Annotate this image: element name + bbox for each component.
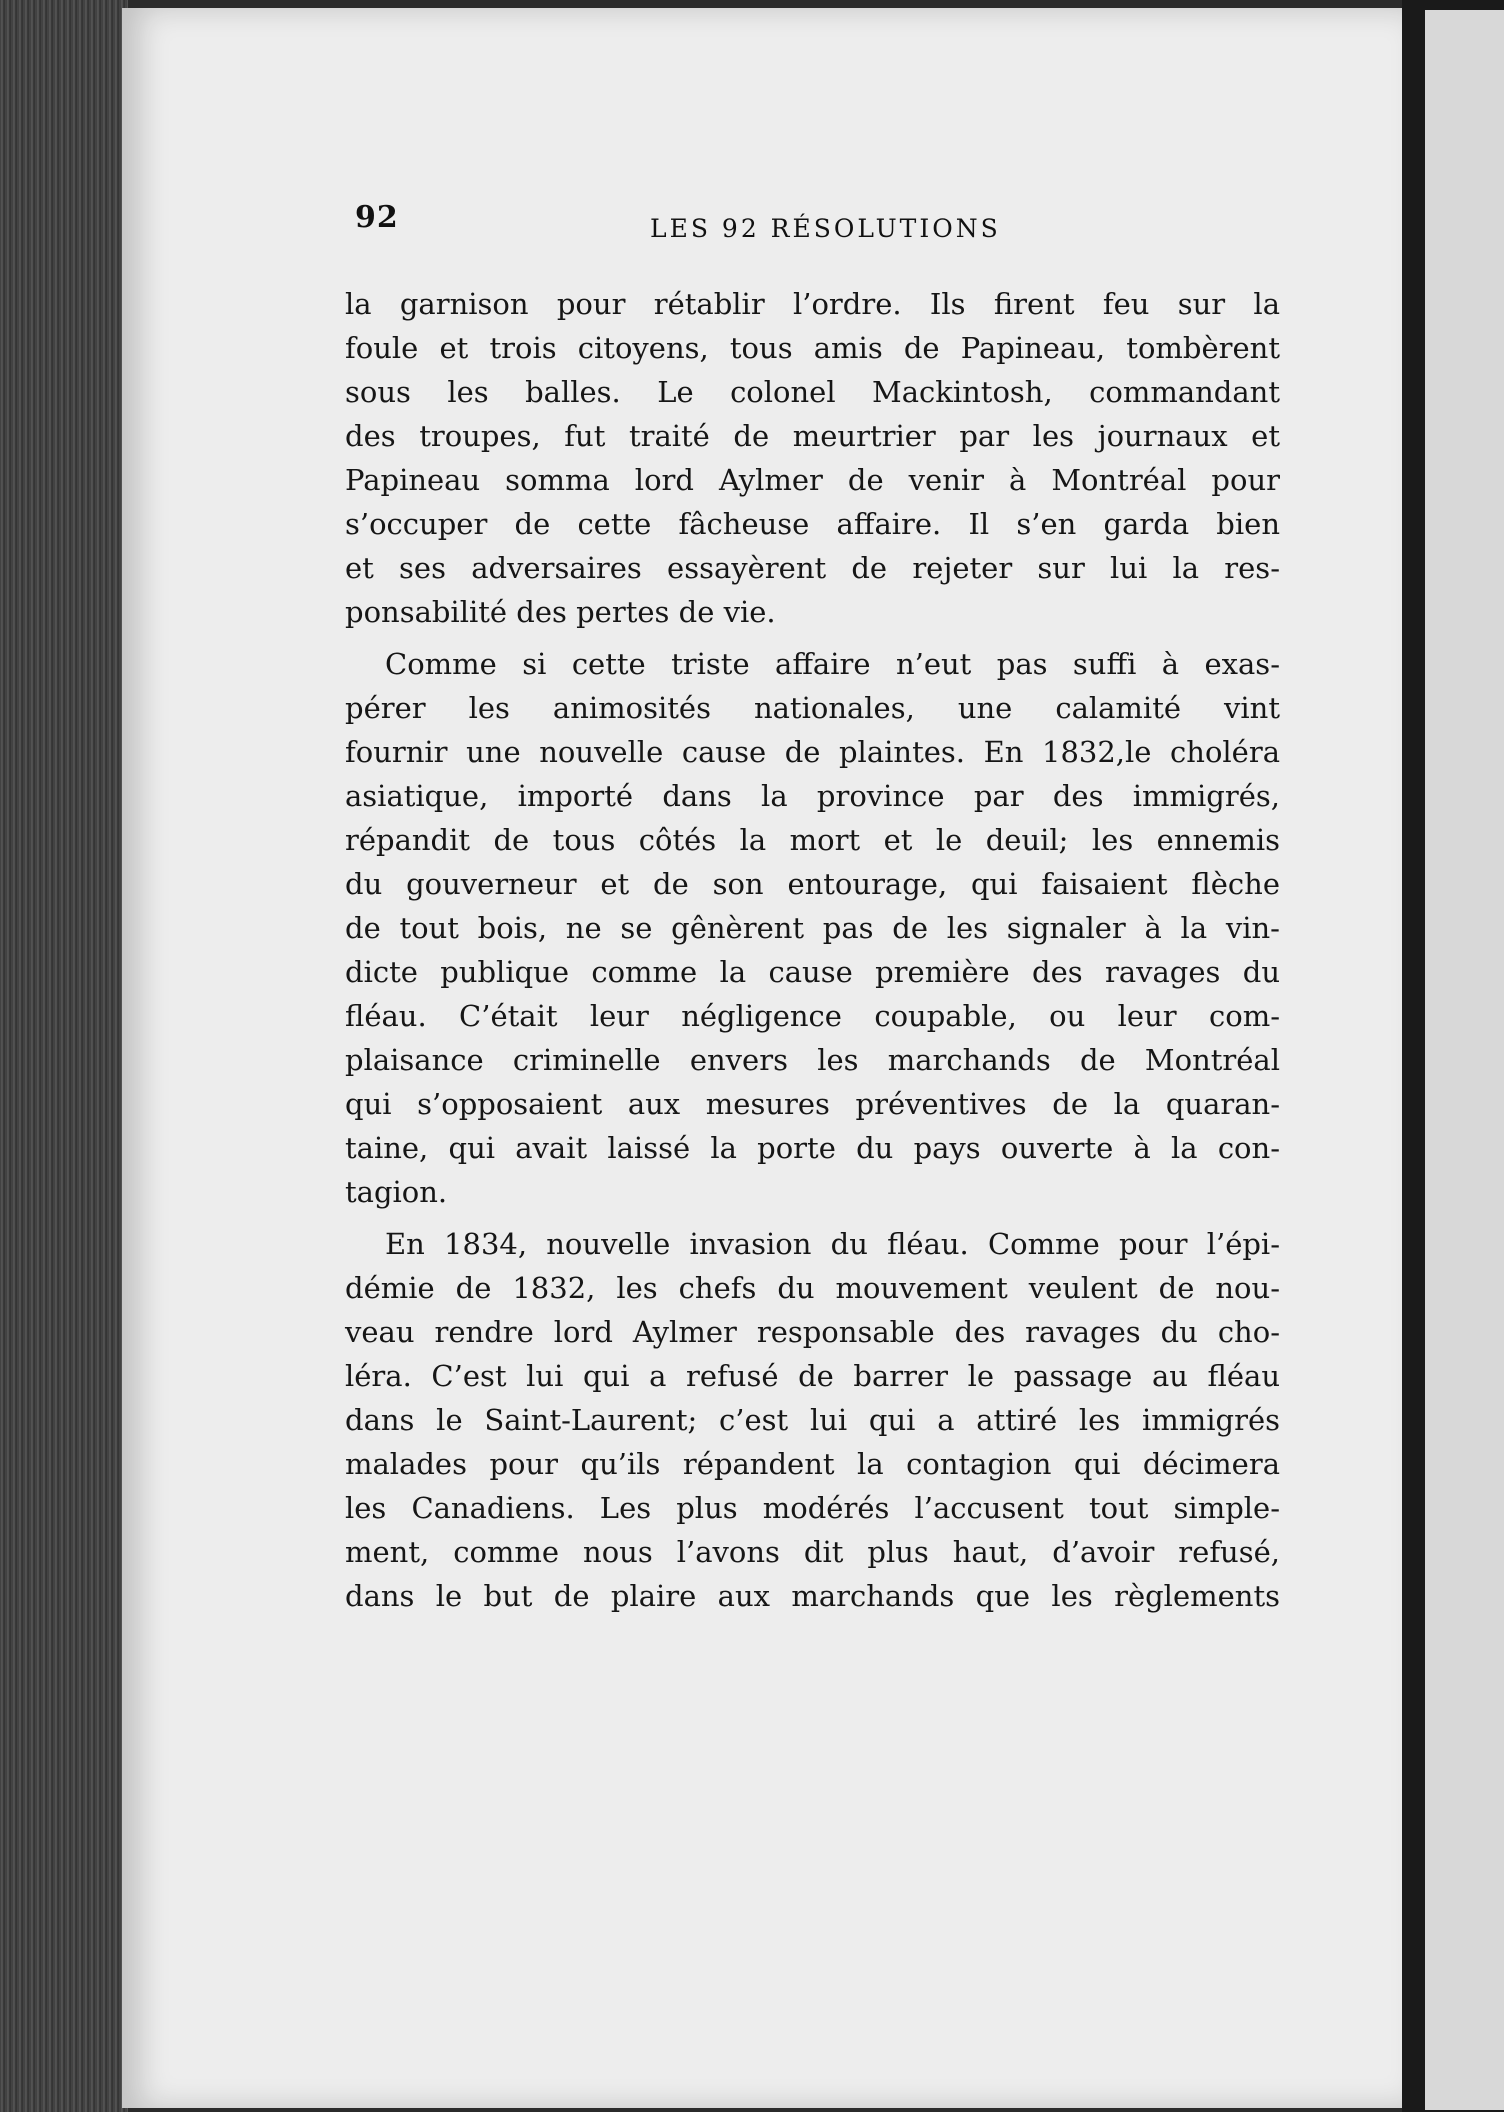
text-line: de tout bois, ne se gênèrent pas de les signaler à la vin-: [345, 911, 1280, 945]
text-line: qui s’opposaient aux mesures préventives de la quaran-: [345, 1087, 1280, 1121]
text-line: du gouverneur et de son entourage, qui faisaient flèche: [345, 867, 1280, 901]
text-line: Papineau somma lord Aylmer de venir à Montréal pour: [345, 463, 1280, 497]
text-line: malades pour qu’ils répandent la contagion qui décimera: [345, 1447, 1280, 1481]
text-line: et ses adversaires essayèrent de rejeter sur lui la res-: [345, 551, 1280, 585]
text-line: des troupes, fut traité de meurtrier par les journaux et: [345, 419, 1280, 453]
page-number: 92: [355, 200, 399, 235]
text-line: dicte publique comme la cause première des ravages du: [345, 955, 1280, 989]
text-line: Comme si cette triste affaire n’eut pas suffi à exas-: [385, 647, 1280, 681]
text-line: dans le but de plaire aux marchands que les règlements: [345, 1579, 1280, 1613]
text-line: foule et trois citoyens, tous amis de Papineau, tombèrent: [345, 331, 1280, 365]
text-line: s’occuper de cette fâcheuse affaire. Il s’en garda bien: [345, 507, 1280, 541]
paragraph: [345, 1222, 1280, 1618]
text-line: veau rendre lord Aylmer responsable des ravages du cho-: [345, 1315, 1280, 1349]
text-line: la garnison pour rétablir l’ordre. Ils firent feu sur la: [345, 287, 1280, 321]
text-line: plaisance criminelle envers les marchands de Montréal: [345, 1043, 1280, 1077]
text-line: répandit de tous côtés la mort et le deuil; les ennemis: [345, 823, 1280, 857]
text-line: sous les balles. Le colonel Mackintosh, commandant: [345, 375, 1280, 409]
text-line: asiatique, importé dans la province par des immigrés,: [345, 779, 1280, 813]
text-line: démie de 1832, les chefs du mouvement veulent de nou-: [345, 1271, 1280, 1305]
text-line: ponsabilité des pertes de vie.: [345, 595, 776, 629]
paragraph: [345, 282, 1280, 634]
running-title: LES 92 RÉSOLUTIONS: [650, 214, 1001, 243]
text-line: léra. C’est lui qui a refusé de barrer le passage au fléau: [345, 1359, 1280, 1393]
text-line: fournir une nouvelle cause de plaintes. En 1832,le choléra: [345, 735, 1280, 769]
text-line: pérer les animosités nationales, une calamité vint: [345, 691, 1280, 725]
page-header: [355, 200, 1285, 250]
text-line: taine, qui avait laissé la porte du pays ouverte à la con-: [345, 1131, 1280, 1165]
text-line: les Canadiens. Les plus modérés l’accusent tout simple-: [345, 1491, 1280, 1525]
paragraph: [345, 642, 1280, 1214]
facing-page-sliver: [1425, 10, 1504, 2110]
body-text: [345, 282, 1280, 1626]
text-line: ment, comme nous l’avons dit plus haut, d’avoir refusé,: [345, 1535, 1280, 1569]
book-page-edges: [0, 0, 128, 2112]
text-line: tagion.: [345, 1175, 448, 1209]
text-line: dans le Saint-Laurent; c’est lui qui a attiré les immigrés: [345, 1403, 1280, 1437]
text-line: En 1834, nouvelle invasion du fléau. Comme pour l’épi-: [385, 1227, 1280, 1261]
text-line: fléau. C’était leur négligence coupable, ou leur com-: [345, 999, 1280, 1033]
